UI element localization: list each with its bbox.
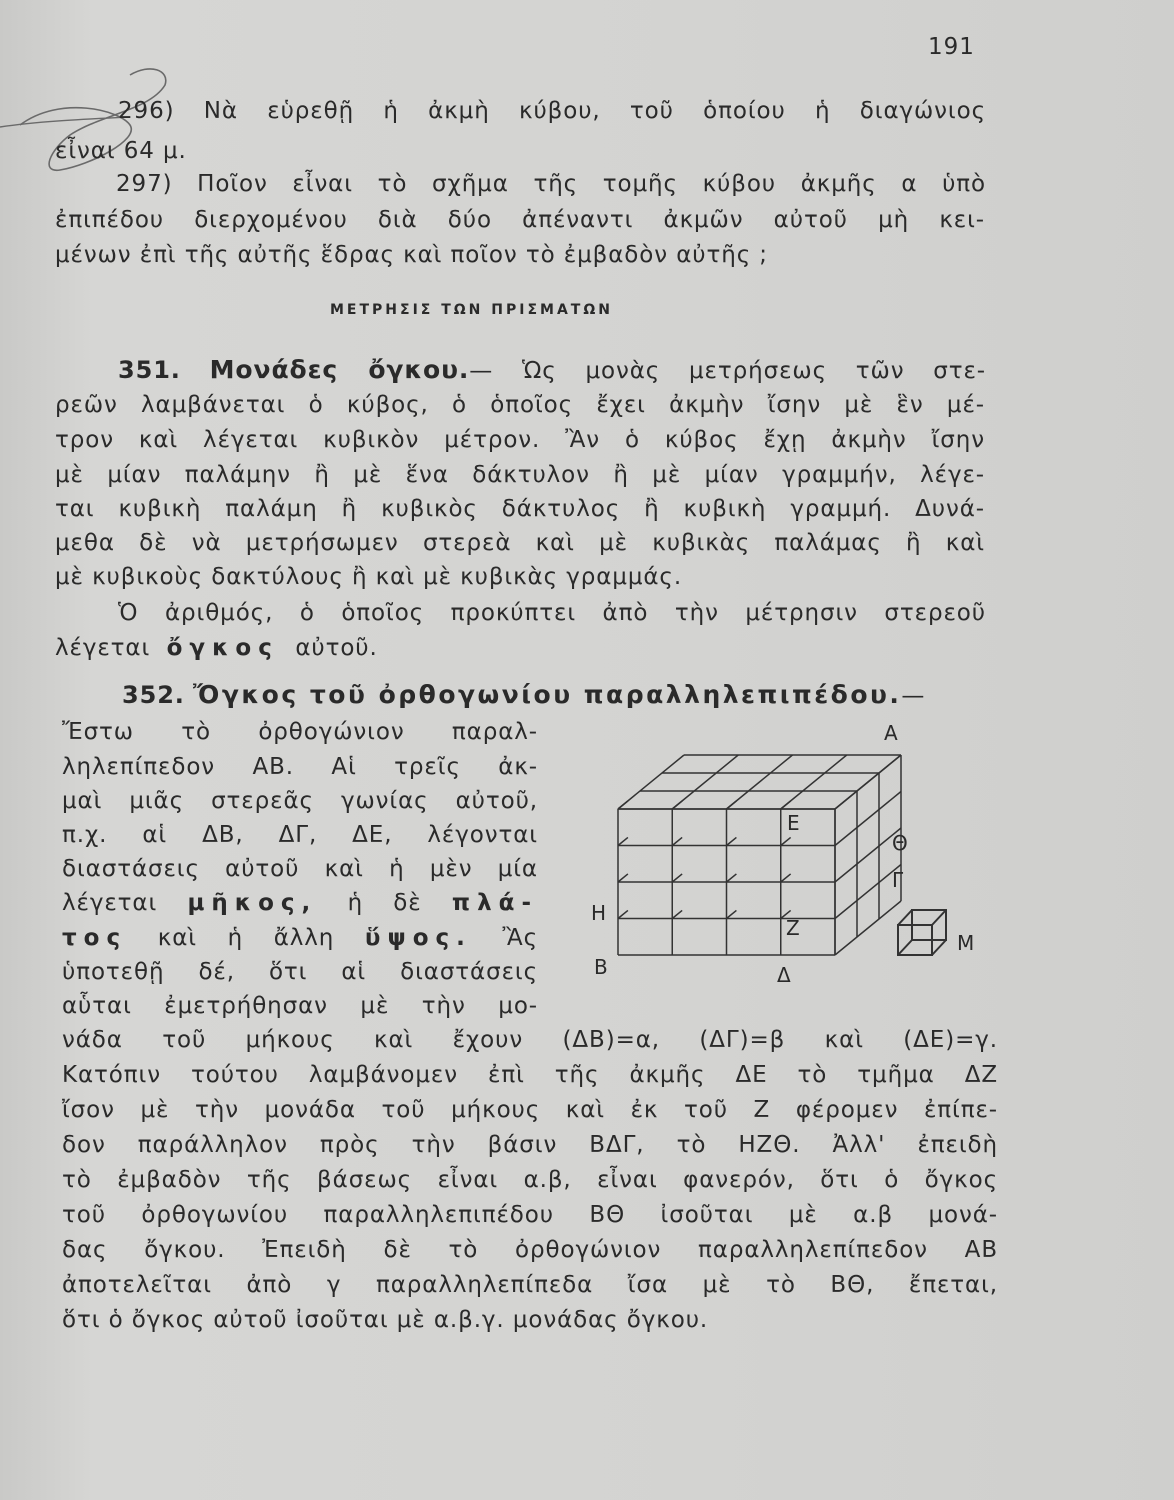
page-number: 191: [928, 34, 975, 60]
label-Gamma: Γ: [892, 868, 904, 892]
label-H: Η: [591, 901, 607, 925]
s352-col-6-a: λέγεται: [62, 890, 158, 916]
s352-full-4: δον παράλληλον πρὸς τὴν βάσιν ΒΔΓ, τὸ ΗΖΘ. Ἀλλ' ἐπειδὴ: [62, 1132, 998, 1158]
s351-line-2: ρεῶν λαμβάνεται ὁ κύβος, ὁ ὁποῖος ἔχει ἀκμὴν ἴσην μὲ ἓν μέ-: [55, 392, 985, 418]
s351-line-7: μὲ κυβικοὺς δακτύλους ἢ καὶ μὲ κυβικὰς γραμμάς.: [55, 564, 683, 590]
s352-col-8: ὑποτεθῇ δέ, ὅτι αἱ διαστάσεις: [62, 959, 538, 985]
s351-line-6: μεθα δὲ νὰ μετρήσωμεν στερεὰ καὶ μὲ κυβικὰς παλάμας ἢ καὶ: [55, 530, 985, 556]
s351-line-1-rest: — Ὡς μονὰς μετρήσεως τῶν στε-: [469, 358, 987, 384]
s352-col-6: [62, 888, 538, 918]
s352-heading: [122, 680, 925, 711]
s352-full-5: τὸ ἐμβαδὸν τῆς βάσεως εἶναι α.β, εἶναι φανερόν, ὅτι ὁ ὄγκος: [62, 1167, 998, 1193]
section-heading: ΜΕΤΡΗΣΙΣ ΤΩΝ ΠΡΙΣΜΑΤΩΝ: [330, 302, 613, 318]
s352-col-7: [62, 923, 538, 953]
label-B: Β: [594, 955, 608, 979]
s351-line-9-a: λέγεται: [55, 635, 151, 661]
s351-number: 351.: [118, 356, 181, 384]
s352-col-7-a: καὶ ἡ ἄλλη: [157, 925, 335, 951]
label-Theta: Θ: [892, 831, 908, 855]
term-ogkos: ὄγκος: [166, 635, 279, 661]
s352-col-4: π.χ. αἱ ΔΒ, ΔΓ, ΔΕ, λέγονται: [62, 822, 538, 848]
cuboid-figure: [570, 720, 1000, 990]
s351-line-9: [55, 633, 378, 663]
cuboid-grid-lines: [618, 755, 901, 955]
exercise-297-line-3: μένων ἐπὶ τῆς αὐτῆς ἕδρας καὶ ποῖον τὸ ἐμβαδὸν αὐτῆς ;: [55, 242, 768, 268]
s352-full-8: ἀποτελεῖται ἀπὸ γ παραλληλεπίπεδα ἴσα μὲ τὸ ΒΘ, ἔπεται,: [62, 1272, 998, 1298]
s352-full-2: Κατόπιν τούτου λαμβάνομεν ἐπὶ τῆς ἀκμῆς ΔΕ τὸ τμῆμα ΔΖ: [62, 1062, 998, 1088]
s352-col-1: Ἔστω τὸ ὀρθογώνιον παραλ-: [62, 719, 538, 745]
label-M: Μ: [957, 931, 975, 955]
s352-full-1: νάδα τοῦ μήκους καὶ ἔχουν (ΔΒ)=α, (ΔΓ)=β καὶ (ΔΕ)=γ.: [62, 1027, 998, 1053]
s351-line-3: τρον καὶ λέγεται κυβικὸν μέτρον. Ἂν ὁ κύβος ἔχῃ ἀκμὴν ἴσην: [55, 427, 985, 453]
label-Z: Ζ: [786, 916, 800, 940]
exercise-296-line-2: εἶναι 64 μ.: [55, 138, 187, 164]
term-mikos: μῆκος,: [187, 890, 318, 916]
unit-cube-m: [898, 910, 946, 955]
s352-col-7-b: Ἂς: [502, 925, 538, 951]
s351-line-1: [118, 355, 986, 386]
s352-full-6: τοῦ ὀρθογωνίου παραλληλεπιπέδου ΒΘ ἰσοῦται μὲ α.β μονά-: [62, 1202, 998, 1228]
label-Delta: Δ: [777, 963, 791, 987]
s352-col-2: ληλεπίπεδον ΑΒ. Αἱ τρεῖς ἀκ-: [62, 754, 538, 780]
s352-title: Ὄγκος τοῦ ὀρθογωνίου παραλληλεπιπέδου.: [193, 680, 902, 709]
label-A: Α: [884, 721, 898, 745]
s352-col-9: αὗται ἐμετρήθησαν μὲ τὴν μο-: [62, 993, 538, 1019]
s351-line-8: Ὁ ἀριθμός, ὁ ὁποῖος προκύπτει ἀπὸ τὴν μέτρησιν στερεοῦ: [118, 600, 986, 626]
label-E: Ε: [787, 811, 800, 835]
exercise-296-line-1: 296) Νὰ εὑρεθῇ ἡ ἀκμὴ κύβου, τοῦ ὁποίου ἡ διαγώνιος: [118, 98, 986, 124]
s352-full-7: δας ὄγκου. Ἐπειδὴ δὲ τὸ ὀρθογώνιον παραλληλεπίπεδον ΑΒ: [62, 1237, 998, 1263]
s351-line-5: ται κυβικὴ παλάμη ἢ κυβικὸς δάκτυλος ἢ κυβικὴ γραμμή. Δυνά-: [55, 496, 985, 522]
s352-col-3: μαὶ μιᾶς στερεᾶς γωνίας αὐτοῦ,: [62, 788, 538, 814]
term-platos-1: πλά-: [451, 890, 539, 916]
s351-line-4: μὲ μίαν παλάμην ἢ μὲ ἕνα δάκτυλον ἢ μὲ μίαν γραμμήν, λέγε-: [55, 462, 985, 488]
s352-col-6-b: ἡ δὲ: [347, 890, 422, 916]
s352-full-3: ἴσον μὲ τὴν μονάδα τοῦ μήκους καὶ ἐκ τοῦ Ζ φέρομεν ἐπίπε-: [62, 1097, 998, 1123]
exercise-297-line-2: ἐπιπέδου διερχομένου διὰ δύο ἀπέναντι ἀκμῶν αὐτοῦ μὴ κει-: [55, 207, 985, 233]
s351-line-9-b: αὐτοῦ.: [295, 635, 378, 661]
s352-dash: —: [901, 683, 926, 709]
s352-number: 352.: [122, 681, 185, 709]
s352-col-5: διαστάσεις αὐτοῦ καὶ ἡ μὲν μία: [62, 856, 538, 882]
exercise-297-line-1: 297) Ποῖον εἶναι τὸ σχῆμα τῆς τομῆς κύβου ἀκμῆς α ὑπὸ: [116, 171, 986, 197]
s351-title: Μονάδες ὄγκου.: [209, 355, 470, 384]
s352-full-9: ὅτι ὁ ὄγκος αὐτοῦ ἰσοῦται μὲ α.β.γ. μονάδας ὄγκου.: [62, 1307, 709, 1333]
term-ypsos: ὕψος.: [364, 925, 472, 951]
term-platos-2: τος: [62, 925, 128, 951]
